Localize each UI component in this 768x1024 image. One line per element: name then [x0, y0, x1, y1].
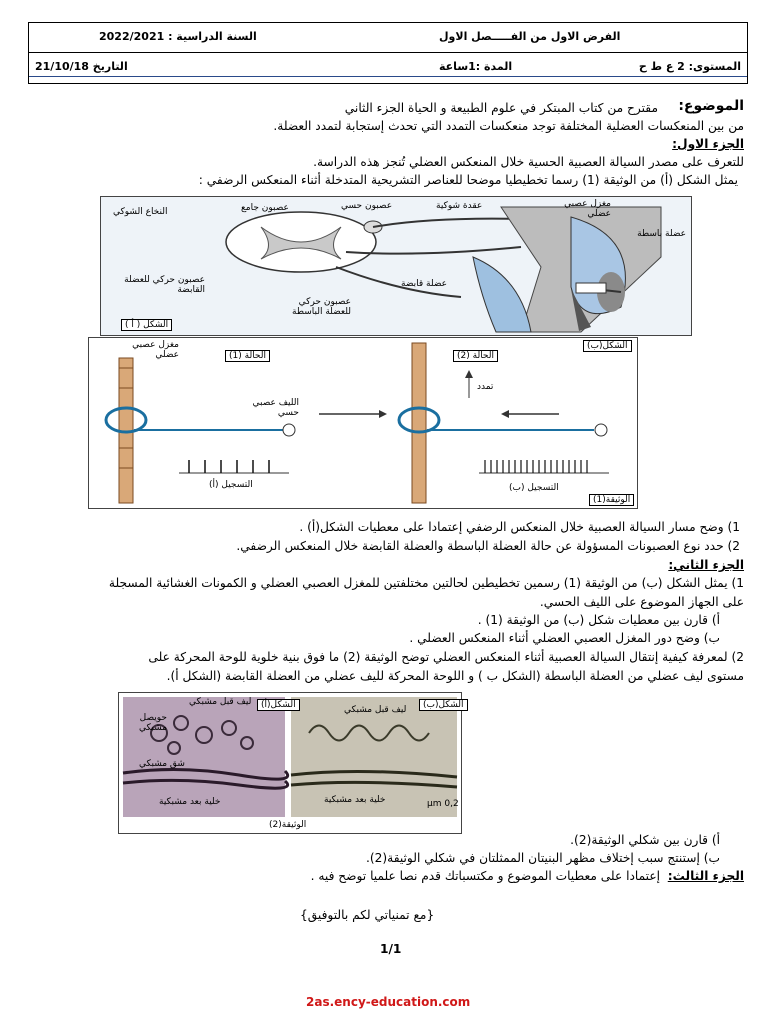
label-spindle: مغزل عصبي عضلي [564, 199, 611, 219]
label-sensory-neuron: عصبون حسي [341, 201, 393, 211]
part2-line3: 2) لمعرفة كيفية إنتقال السيالة العصبية أثناء المنعكس العضلي توضح الوثيقة (2) ما فوق بنية خلوية للوحة المحركة على [148, 650, 744, 664]
part1-line1: للتعرف على مصدر السيالة العصبية الحسية خلال المنعكس العضلي تُنجز هذه الدراسة. [313, 155, 744, 169]
label-pre-fiber-a: ليف قبل مشبكي [189, 697, 252, 707]
header-box [28, 22, 748, 84]
duration: المدة :1ساعة [439, 60, 513, 73]
label-state1: الحالة (1) [225, 350, 270, 362]
school-year: السنة الدراسية : 2022/2021 [99, 30, 257, 43]
part3-text: إعتمادا على معطيات الموضوع و مكتسباتك قدم نصا علميا توضح فيه . [310, 869, 660, 883]
header-divider [29, 52, 747, 53]
part1-title: الجزء الاول: [672, 137, 744, 151]
label-vesicle: حويصل مشبكي [138, 713, 167, 733]
part1-q1: 1) وضح مسار السيالة العصبية خلال المنعكس الرضفي إعتمادا على معطيات الشكل(أ) . [299, 520, 740, 534]
figure-b-caption: الشكل(ب) [583, 340, 632, 352]
label-extensor: عضلة باسطة [637, 229, 686, 239]
label-scale: 0,2 µm [427, 799, 459, 809]
label-motor-flexor: عصبون حركي للعضلة القابضة [124, 275, 205, 295]
topic-source: مقترح من كتاب المبتكر في علوم الطبيعة و الحياة الجزء الثاني [344, 101, 658, 115]
label-flexor: عضلة قابضة [401, 279, 448, 289]
doc1-caption: الوثيقة(1) [589, 494, 634, 506]
part2-title: الجزء الثاني: [668, 558, 744, 572]
part2-q2a: أ) قارن بين شكلي الوثيقة(2). [570, 833, 720, 847]
doc2-fig-a-label: الشكل(أ) [257, 699, 300, 711]
label-rec-a: التسجيل (أ) [209, 480, 253, 490]
level: المستوى: 2 ع ط ح [638, 60, 741, 73]
doc2-caption: الوثيقة(2) [269, 820, 307, 830]
part2-qb: ب) وضح دور المغزل العصبي العضلي أثناء المنعكس العضلي . [409, 631, 720, 645]
label-stretch: تمدد [477, 382, 494, 392]
label-sensory-fiber: الليف عصبي حسي [252, 398, 299, 418]
doc2-fig-b-label: الشكل(ب) [419, 699, 468, 711]
part1-line2: يمثل الشكل (أ) من الوثيقة (1) رسما تخطيطيا موضحا للعناصر التشريحية المتدخلة أثناء المنعكس الرضفي : [198, 173, 738, 187]
figure-a-caption: الشكل ( أ ) [121, 319, 172, 331]
label-post-cell-b: خلية بعد مشبكية [324, 795, 386, 805]
label-assoc-neuron: عصبون جامع [241, 203, 289, 213]
document-2 [118, 692, 462, 834]
label-post-cell-a: خلية بعد مشبكية [159, 797, 221, 807]
part3-title: الجزء الثالث: [667, 869, 744, 883]
part1-q2: 2) حدد نوع العصبونات المسؤولة عن حالة العضلة الباسطة والعضلة القابضة خلال المنعكس الرضفي. [236, 539, 740, 553]
part2-line2: على الجهاز الموضوع على الليف الحسي. [539, 595, 744, 609]
part2-qa: أ) قارن بين معطيات شكل (ب) من الوثيقة (1) . [477, 613, 720, 627]
label-spinal-cord: النخاع الشوكي [113, 207, 168, 217]
figure-b [88, 337, 638, 509]
part2-line1: 1) يمثل الشكل (ب) من الوثيقة (1) رسمين تخطيطين لحالتين مختلفتين للمغزل العصبي العضلي و الكمونات الغشائية المسجلة [108, 576, 744, 590]
figure-a [100, 196, 692, 336]
part2-q2b: ب) إستنتج سبب إختلاف مظهر البنيتان الممثلتان في شكلي الوثيقة(2). [366, 851, 720, 865]
label-rec-b: التسجيل (ب) [509, 483, 559, 493]
label-state2: الحالة (2) [453, 350, 498, 362]
label-cleft: شق مشبكي [139, 759, 185, 769]
label-spindle-b: مغزل عصبي عضلي [132, 340, 179, 360]
exam-title: الفرض الاول من الفـــــصل الاول [439, 30, 621, 43]
header-rule [29, 76, 747, 77]
topic-label: الموضوع: [678, 98, 744, 114]
date: التاريخ 21/10/18 [35, 60, 128, 73]
page-number: 1/1 [380, 942, 402, 956]
site-footer[interactable]: 2as.ency-education.com [306, 995, 471, 1009]
footer-wishes: {مع تمنياتي لكم بالتوفيق} [300, 908, 435, 922]
label-motor-extensor: عصبون حركي للعضلة الباسطة [292, 297, 351, 317]
label-ganglion: عقدة شوكية [436, 201, 483, 211]
label-pre-fiber-b: ليف قبل مشبكي [344, 705, 407, 715]
topic-intro: من بين المنعكسات العضلية المختلفة توجد منعكسات التمدد التي تحدث إستجابة لتمدد العضلة. [273, 119, 744, 133]
part2-line4: مستوى ليف عضلي من العضلة الباسطة (الشكل ب ) و اللوحة المحركة لليف عضلي من العضلة القابضة (الشكل أ). [166, 669, 744, 683]
